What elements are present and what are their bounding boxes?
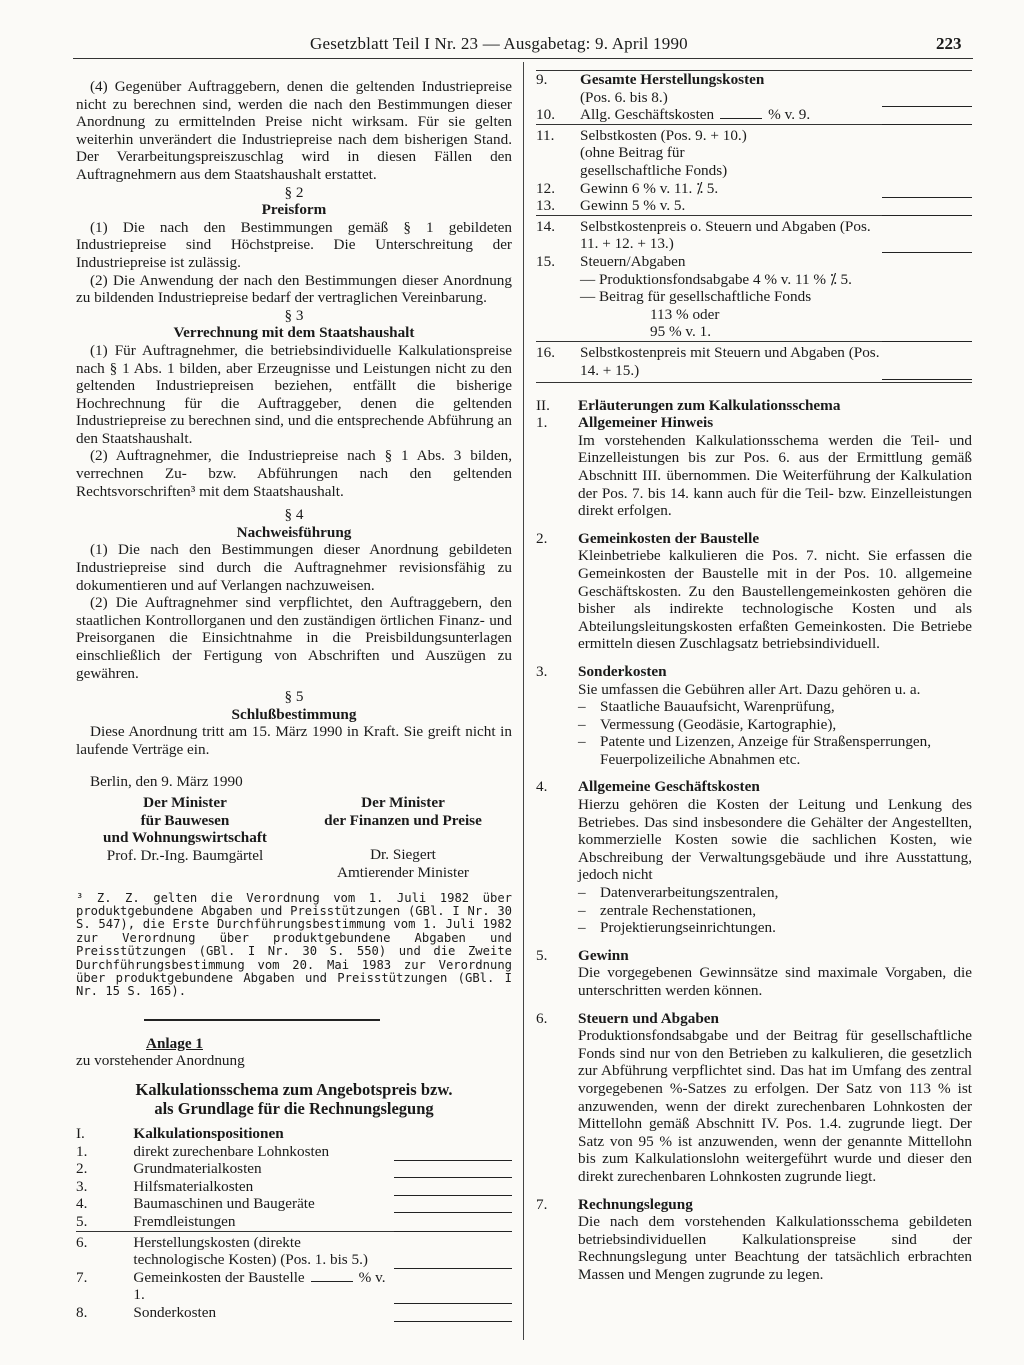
left-column [76, 78, 512, 1322]
paragraph-s3-2: (2) Auftragnehmer, die Industriepreise nach § 1 Abs. 3 bilden, verrechnen Zu- bzw. Abführungen nach den geltenden Rechtsvorschriften³ mit dem Staatshaushalt. [76, 447, 512, 500]
explanation-5: 5. Gewinn Die vorgegebenen Gewinnsätze sind maximale Vorgaben, die unterschritten werden können. [536, 946, 972, 999]
table-row: 15. Steuern/Abgaben — Produktionsfondsabgabe 4 % v. 11 % ⁒ 5. — Beitrag für gesellschaftliche Fonds 113 % oder 95 % v. 1. [536, 253, 972, 341]
annex-rule [144, 1019, 380, 1021]
section-3-number: § 3 [284, 306, 304, 324]
place-date: Berlin, den 9. März 1990 [90, 772, 243, 790]
explanation-6: 6. Steuern und Abgaben Produktionsfondsabgabe und der Beitrag für gesellschaftliche Fonds sind nur von den Betrieben zu kalkulieren, die gesetzlich zur Abführung verpflichtet sind. Das hat im Umfang des zentral vorgegebenen %-Satzes zu erfolgen. Der Satz von 113 % ist anzuwenden, wenn der direkt zurechenbaren Lohnkosten der Mittellohn gemäß Abschnitt IV. Pos. 1.4. zugrunde liegt. Der Satz von 95 % ist anzuwenden, wenn der genannte Mittellohn bis zum Kalkulationslohn weitergeführt wurde und dieser den direkt zurechenbaren Lohnkosten zugrunde liegt. [536, 1009, 972, 1185]
signatures [76, 794, 512, 881]
table-row: 7. Gemeinkosten der Baustelle % v. 1. [76, 1269, 512, 1304]
schema-title-line2: als Grundlage für die Rechnungslegung [154, 1099, 434, 1119]
paragraph-s5-1: Diese Anordnung tritt am 15. März 1990 in Kraft. Sie greift nicht in laufende Verträge ein. [76, 723, 512, 758]
sig1-line1: Der Minister [143, 794, 227, 812]
footnote-3: ³ Z. Z. gelten die Verordnung vom 1. Juli 1982 über produktgebundene Abgaben und Preisstützungen (GBl. I Nr. 30 S. 547), die Erste Durchführungsbestimmung vom 1. Juli 1982 zur Verordnung über produktgebundene Abgaben und Preisstützungen (GBl. I Nr. 30 S. 550) und die Zweite Durchführungsbestimmung vom 20. Mai 1983 zur Verordnung über produktgebundene Abgaben und Preisstützungen (GBl. I Nr. 15 S. 165). [76, 890, 512, 999]
section-4-number: § 4 [284, 506, 304, 524]
paragraph-s3-1: (1) Für Auftragnehmer, die betriebsindividuelle Kalkulationspreise nach § 1 Abs. 1 bilden, aber Erzeugnisse und Leistungen nicht zu den geltenden Industriepreisen beziehen, entfällt die bisherige Hochrechnung für die Auftraggeber, denen die geltenden Industriepreise zu berechnen sind, und die entsprechende Abführung an den Staatshaushalt. [76, 341, 512, 447]
page-header-title: Gesetzblatt Teil I Nr. 23 — Ausgabetag: 9. April 1990 [310, 34, 688, 53]
table-row: 1. direkt zurechenbare Lohnkosten [76, 1143, 512, 1161]
paragraph-s2-2: (2) Die Anwendung der nach den Bestimmungen dieser Anordnung zu bildenden Industriepreise bedarf der vertraglichen Vereinbarung. [76, 271, 512, 307]
explanation-7: 7. Rechnungslegung Die nach dem vorstehenden Kalkulationsschema gebildeten betriebsindividuellen Kalkulationspreise sind der Rechnungslegung unter Beachtung der tatsächlich erbrachten Massen und Mengen zugrunde zu legen. [536, 1195, 972, 1283]
section-5-title: Schlußbestimmung [231, 705, 357, 723]
right-column [536, 70, 972, 1284]
explanation-2: 2. Gemeinkosten der Baustelle Kleinbetriebe kalkulieren die Pos. 7. nicht. Sie erfassen die Gemeinkosten der Baustelle mit in der Pos. 10. allgemeine Geschäftskosten. Zu den Baustellengemeinkosten gehören die bisher als indirekte technologische Kosten und als Abteilungsleitungskosten erfaßten Gemeinkosten. Die Betriebe ermitteln diesen Zuschlagsatz betriebsindividuell. [536, 529, 972, 653]
table-row: 16. Selbstkostenpreis mit Steuern und Abgaben (Pos. 14. + 15.) [536, 341, 972, 379]
annex-title: Anlage 1 [146, 1034, 203, 1052]
list-item: – Patente und Lizenzen, Anzeige für Straßensperrungen, Feuerpolizeiliche Abnahmen etc. [578, 733, 932, 768]
section-4-title: Nachweisführung [236, 523, 352, 541]
table-row: 2. Grundmaterialkosten [76, 1160, 512, 1178]
table-row: 11. Selbstkosten (Pos. 9. + 10.) (ohne Beitrag für gesellschaftliche Fonds) [536, 124, 972, 179]
annex-subtitle: zu vorstehender Anordnung [76, 1052, 245, 1070]
list-item: – Datenverarbeitungszentralen, [578, 884, 779, 902]
table-row: 13. Gewinn 5 % v. 5. [536, 197, 972, 215]
list-item: – zentrale Rechenstationen, [578, 901, 757, 919]
schema-table-part2 [536, 70, 972, 380]
schema-table-part1 [76, 1125, 512, 1322]
sig1-line2: für Bauwesen [140, 811, 230, 829]
roman-1: I. [76, 1124, 85, 1142]
paragraph-s1-4: (4) Gegenüber Auftraggebern, denen die geltenden Industriepreise nicht zu berechnen sind, werden die nach den Bestimmungen dieser Anordnung zu ermittelnden Preise nicht wirksam. Für sie gelten weiterhin unverändert die Industriepreise nach dem bisherigen Stand. Der Verarbeitungspreiszuschlag wird in diesen Fällen den Auftragnehmern aus dem Staatshaushalt erstattet. [76, 78, 512, 183]
signature-block-1 [76, 794, 294, 881]
explanation-1: 1. Allgemeiner Hinweis Im vorstehenden Kalkulationsschema werden die Teil- und Einzelleistungen bis zur Pos. 6. aus der Ermittlung gemäß Abschnitt III. übernommen. Die Weiterführung der Kalkulation der Pos. 7. bis 14. kann auch für die Teil- bzw. Einzelleistungen direkt erfolgen. [536, 414, 972, 520]
sig2-line2: der Finanzen und Preise [324, 811, 482, 829]
list-item: – Vermessung (Geodäsie, Kartographie), [578, 715, 837, 733]
explanation-3: 3. Sonderkosten Sie umfassen die Gebühren aller Art. Dazu gehören u. a. – Staatliche Bauaufsicht, Warenprüfung, – Vermessung (Geodäsie, Kartographie), – Patente und Lizenzen, Anzeige für Straßensperrungen, Feuerpolizeiliche Abnahmen etc. [536, 663, 972, 769]
table-row: 8. Sonderkosten [76, 1304, 512, 1322]
sig2-line1: Der Minister [361, 794, 445, 812]
page-number: 223 [936, 34, 962, 53]
section-2-title: Preisform [261, 201, 327, 219]
sig1-line3: und Wohnungswirtschaft [103, 829, 267, 847]
table-row: 3. Hilfsmaterialkosten [76, 1178, 512, 1196]
paragraph-s4-2: (2) Die Auftragnehmer sind verpflichtet, den Auftraggebern, den staatlichen Kontrollorganen und den zuständigen örtlichen Finanz- und Preisorganen die Einsichtnahme in die Preisbildungsunterlagen einschließlich der Fertigung von Abschriften und Auszügen zu gewähren. [76, 594, 512, 682]
section-2-number: § 2 [284, 183, 304, 201]
sig2-role: Amtierender Minister [336, 863, 469, 881]
table-row: 6. Herstellungskosten (direkte technologische Kosten) (Pos. 1. bis 5.) [76, 1231, 512, 1269]
column-separator [523, 62, 524, 1340]
table-row: 14. Selbstkostenpreis o. Steuern und Abgaben (Pos. 11. + 12. + 13.) [536, 215, 972, 253]
table-row: 5. Fremdleistungen [76, 1213, 512, 1231]
list-item: – Projektierungseinrichtungen. [578, 919, 776, 937]
roman-1-title: Kalkulationspositionen [133, 1124, 284, 1142]
sig1-name: Prof. Dr.-Ing. Baumgärtel [106, 846, 264, 864]
section-5-number: § 5 [284, 688, 304, 706]
list-item: – Staatliche Bauaufsicht, Warenprüfung, [578, 698, 835, 716]
explanations-heading: II. Erläuterungen zum Kalkulationsschema [536, 396, 841, 414]
table-row: 9. Gesamte Herstellungskosten (Pos. 6. bis 8.) [536, 71, 972, 107]
explanation-4: 4. Allgemeine Geschäftskosten Hierzu gehören die Kosten der Leitung und Lenkung des Betriebes. Das sind insbesondere die Gehälter der Angestellten, kommerzielle Kosten sowie die sachlichen Kosten, wie Abschreibung der Verwaltungsgebäude und ihre Ausstattung, jedoch nicht – Datenverarbeitungszentralen, – zentrale Rechenstationen, – Projektierungseinrichtungen. [536, 778, 972, 937]
sig2-name: Dr. Siegert [370, 846, 436, 864]
schema-title-line1: Kalkulationsschema zum Angebotspreis bzw. [135, 1079, 453, 1099]
table-row: 10. Allg. Geschäftskosten % v. 9. [536, 106, 972, 124]
table-row: 12. Gewinn 6 % v. 11. ⁒ 5. [536, 180, 972, 198]
signature-block-2 [294, 794, 512, 881]
paragraph-s2-1: (1) Die nach den Bestimmungen gemäß § 1 gebildeten Industriepreise sind Höchstpreise. Die Unterschreitung der Industriepreise ist zulässig. [76, 218, 512, 271]
section-3-title: Verrechnung mit dem Staatshaushalt [173, 324, 415, 342]
table-row: 4. Baumaschinen und Baugeräte [76, 1195, 512, 1213]
header-rule [73, 58, 973, 59]
paragraph-s4-1: (1) Die nach den Bestimmungen dieser Anordnung gebildeten Industriepreise sind durch die Auftragnehmer revisionsfähig zu dokumentieren und auf Verlangen nachzuweisen. [76, 541, 512, 594]
